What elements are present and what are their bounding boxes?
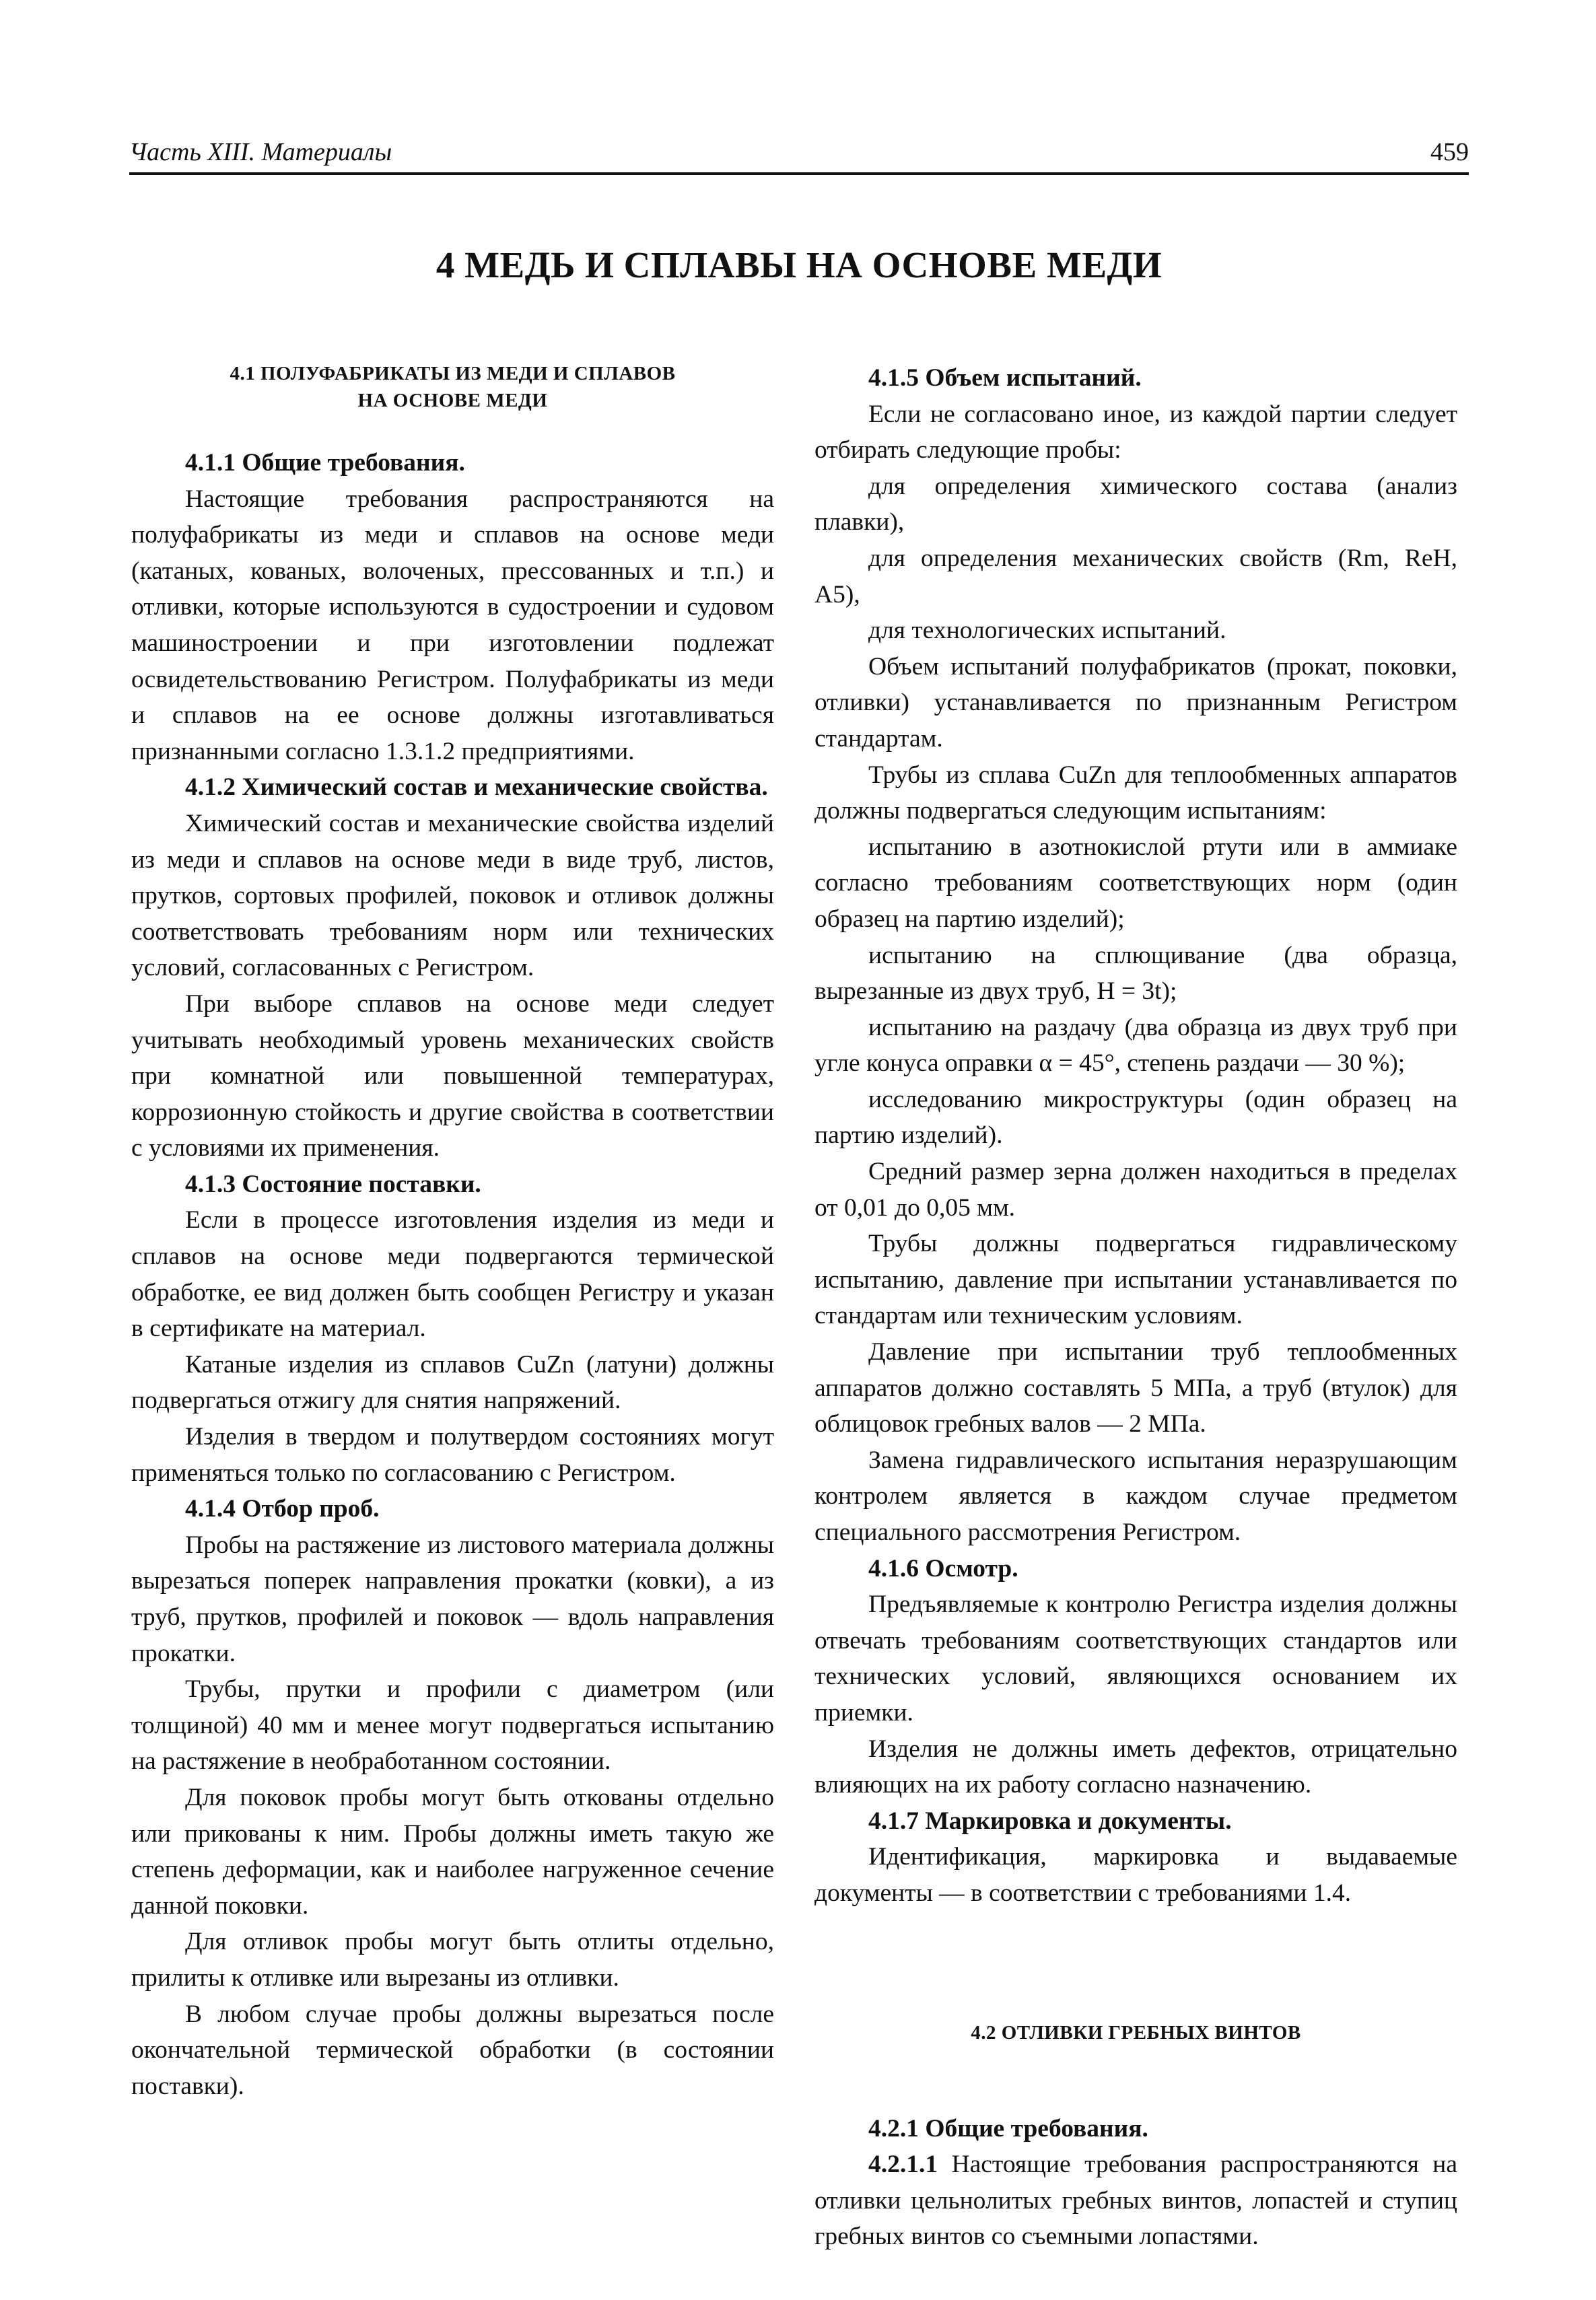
paragraph: В любом случае пробы должны вырезаться после окончательной термической обработки (в состоянии поставки). bbox=[131, 2000, 774, 2100]
paragraph: испытанию на раздачу (два образца из двух труб при угле конуса оправки α = 45°, степень раздачи — 30 %); bbox=[814, 1013, 1457, 1078]
clause-number: 4.2.1.1 bbox=[868, 2151, 938, 2179]
paragraph: для определения химического состава (анализ плавки), bbox=[814, 472, 1457, 536]
paragraph: Идентификация, маркировка и выдаваемые документы — в соответствии с требованиями 1.4. bbox=[814, 1843, 1457, 1907]
paragraph: для технологических испытаний. bbox=[868, 617, 1226, 645]
paragraph: Для отливок пробы могут быть отлиты отдельно, прилиты к отливке или вырезаны из отливки. bbox=[131, 1928, 774, 1992]
section-heading-4-2: 4.2 ОТЛИВКИ ГРЕБНЫХ ВИНТОВ bbox=[971, 2021, 1301, 2044]
paragraph: испытанию на сплющивание (два образца, вырезанные из двух труб, H = 3t); bbox=[814, 941, 1457, 1006]
section-heading-4-1-line1: 4.1 ПОЛУФАБРИКАТЫ ИЗ МЕДИ И СПЛАВОВ bbox=[230, 363, 676, 384]
subsection-title-4-1-4: 4.1.4 Отбор проб. bbox=[185, 1495, 380, 1523]
left-column bbox=[131, 360, 774, 2104]
clause-text: Настоящие требования распространяются на отливки цельнолитых гребных винтов, лопастей и ступиц гребных винтов со съемными лопастями. bbox=[814, 2151, 1458, 2251]
paragraph: испытанию в азотнокислой ртути или в аммиаке согласно требованиям соответствующих норм (один образец на партию изделий); bbox=[814, 833, 1457, 933]
subsection-title-4-2-1: 4.2.1 Общие требования. bbox=[868, 2114, 1148, 2142]
paragraph: Трубы должны подвергаться гидравлическому испытанию, давление при испытании устанавливается по стандартам или техническим условиям. bbox=[814, 1230, 1457, 1330]
paragraph: Замена гидравлического испытания неразрушающим контролем является в каждом случае предметом специального рассмотрения Регистром. bbox=[814, 1446, 1457, 1546]
chapter-title: 4 МЕДЬ И СПЛАВЫ НА ОСНОВЕ МЕДИ bbox=[436, 244, 1163, 285]
paragraph: Трубы из сплава CuZn для теплообменных аппаратов должны подвергаться следующим испытаниям: bbox=[814, 761, 1457, 825]
paragraph: Объем испытаний полуфабрикатов (прокат, поковки, отливки) устанавливается по признанным Регистром стандартам. bbox=[814, 652, 1457, 753]
paragraph: Если не согласовано иное, из каждой партии следует отбирать следующие пробы: bbox=[814, 400, 1457, 464]
subsection-title-4-1-6: 4.1.6 Осмотр. bbox=[868, 1554, 1018, 1582]
page-number: 459 bbox=[1430, 138, 1469, 166]
subsection-title-4-1-5: 4.1.5 Объем испытаний. bbox=[868, 364, 1142, 392]
page-header bbox=[129, 133, 1469, 175]
paragraph: Химический состав и механические свойства изделий из меди и сплавов на основе меди в виде труб, листов, прутков, сортовых профилей, поковок и отливок должны соответствовать требованиям норм или технических условий, согласованных с Регистром. bbox=[131, 809, 774, 982]
paragraph-4-2-1-1 bbox=[814, 2147, 1457, 2255]
paragraph: Предъявляемые к контролю Регистра изделия должны отвечать требованиям соответствующих стандартов или технических условий, являющихся основанием их приемки. bbox=[814, 1591, 1457, 1727]
paragraph: Для поковок пробы могут быть откованы отдельно или прикованы к ним. Пробы должны иметь такую же степень деформации, как и наиболее нагруженное сечение данной поковки. bbox=[131, 1783, 774, 1920]
right-column bbox=[814, 360, 1457, 2255]
paragraph: Трубы, прутки и профили с диаметром (или толщиной) 40 мм и менее могут подвергаться испытанию на растяжение в необработанном состоянии. bbox=[131, 1675, 774, 1776]
subsection-title-4-1-2: 4.1.2 Химический состав и механические свойства. bbox=[185, 773, 768, 802]
paragraph: Настоящие требования распространяются на полуфабрикаты из меди и сплавов на основе меди (катаных, кованых, волоченых, прессованных и т.п.) и отливки, которые используются в судостроении и судовом машиностроении и при изготовлении подлежат освидетельствованию Регистром. Полуфабрикаты из меди и сплавов на ее основе должны изготавливаться признанными согласно 1.3.1.2 предприятиями. bbox=[131, 485, 774, 765]
subsection-title-4-1-3: 4.1.3 Состояние поставки. bbox=[185, 1170, 481, 1198]
paragraph: Пробы на растяжение из листового материала должны вырезаться поперек направления прокатки (ковки), а из труб, прутков, профилей и поковок — вдоль направления прокатки. bbox=[131, 1531, 774, 1667]
paragraph: При выборе сплавов на основе меди следует учитывать необходимый уровень механических свойств при комнатной или повышенной температурах, коррозионную стойкость и другие свойства в соответствии с условиями их применения. bbox=[131, 989, 774, 1162]
paragraph: Давление при испытании труб теплообменных аппаратов должно составлять 5 МПа, а труб (втулок) для облицовок гребных валов — 2 МПа. bbox=[814, 1338, 1457, 1438]
paragraph: для определения механических свойств (Rm, ReH, A5), bbox=[814, 544, 1457, 608]
paragraph: Катаные изделия из сплавов CuZn (латуни) должны подвергаться отжигу для снятия напряжений. bbox=[131, 1350, 774, 1415]
paragraph: Средний размер зерна должен находиться в пределах от 0,01 до 0,05 мм. bbox=[814, 1158, 1457, 1222]
section-heading-4-1-line2: НА ОСНОВЕ МЕДИ bbox=[357, 390, 548, 411]
paragraph: Если в процессе изготовления изделия из меди и сплавов на основе меди подвергаются термической обработке, ее вид должен быть сообщен Регистру и указан в сертификате на материал. bbox=[131, 1206, 774, 1343]
subsection-title-4-1-1: 4.1.1 Общие требования. bbox=[185, 449, 465, 477]
part-title: Часть XIII. Материалы bbox=[129, 138, 392, 166]
subsection-title-4-1-7: 4.1.7 Маркировка и документы. bbox=[868, 1807, 1232, 1835]
paragraph: исследованию микроструктуры (один образец на партию изделий). bbox=[814, 1085, 1457, 1150]
paragraph: Изделия в твердом и полутвердом состояниях могут применяться только по согласованию с Регистром. bbox=[131, 1423, 774, 1487]
paragraph: Изделия не должны иметь дефектов, отрицательно влияющих на их работу согласно назначению. bbox=[814, 1735, 1457, 1799]
